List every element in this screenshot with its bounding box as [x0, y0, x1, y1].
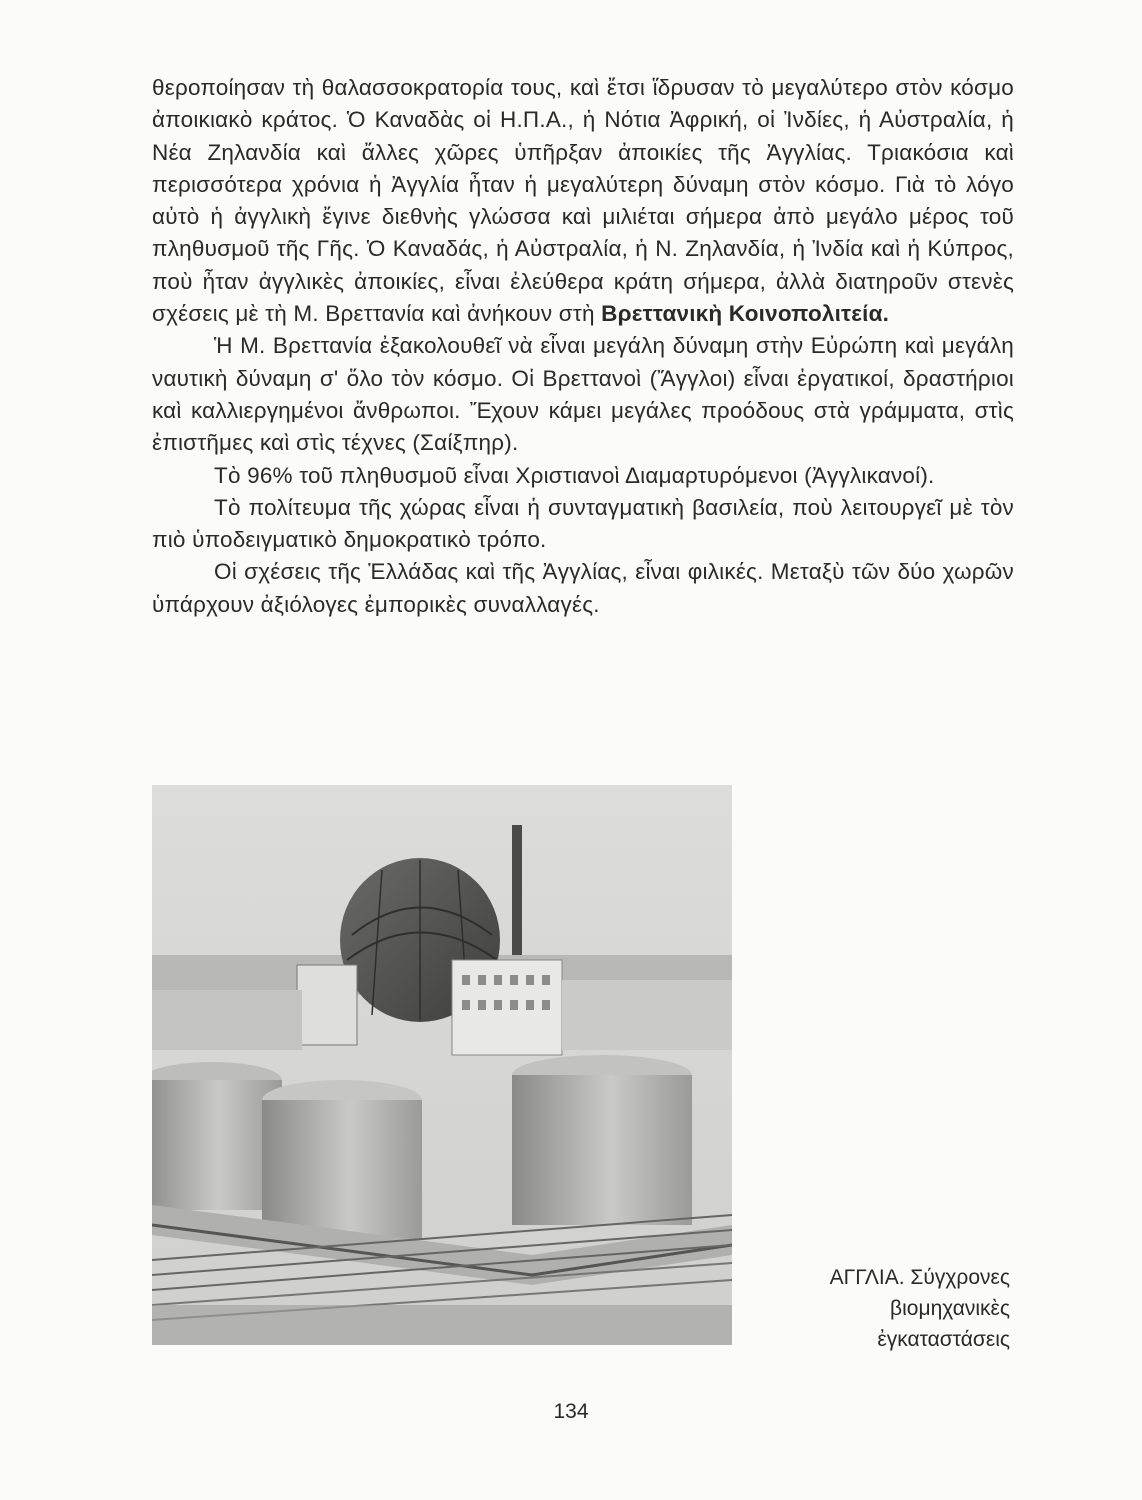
paragraph-3: Τὸ 96% τοῦ πληθυσμοῦ εἶναι Χριστιανοὶ Διαμαρτυρόμενοι (Ἀγγλικανοί). — [214, 462, 935, 488]
paragraph-1 — [152, 72, 1014, 330]
industrial-plant-photo — [152, 785, 732, 1345]
body-text — [152, 72, 1014, 621]
figure-caption — [710, 1262, 1010, 1355]
page-number: 134 — [553, 1400, 589, 1423]
caption-line-2: βιομηχανικὲς — [890, 1297, 1010, 1320]
paragraph-2: Ἡ Μ. Βρεττανία ἐξακολουθεῖ νὰ εἶναι μεγάλη δύναμη στὴν Εὐρώπη καὶ μεγάλη ναυτικὴ δύναμη σ' ὅλο τὸν κόσμο. Οἱ Βρεττανοὶ (Ἄγγλοι) εἶναι ἐργατικοί, δραστήριοι καὶ καλλιεργημένοι ἄνθρωποι. Ἔχουν κάμει μεγάλες προόδους στὰ γράμματα, στὶς ἐπιστῆμες καὶ στὶς τέχνες (Σαίξπηρ). — [152, 333, 1014, 456]
paragraph-4: Τὸ πολίτευμα τῆς χώρας εἶναι ἡ συνταγματικὴ βασιλεία, ποὺ λειτουργεῖ μὲ τὸν πιὸ ὑποδειγματικὸ δημοκρατικὸ τρόπο. — [152, 494, 1014, 553]
caption-line-3: ἐγκαταστάσεις — [877, 1328, 1010, 1351]
caption-line-1: ΑΓΓΛΙΑ. Σύγχρονες — [829, 1266, 1010, 1289]
paragraph-1-text: θεροποίησαν τὴ θαλασσοκρατορία τους, καὶ ἔτσι ἵδρυσαν τὸ μεγαλύτερο στὸν κόσμο ἀποικιακὸ κράτος. Ὁ Καναδὰς οἱ Η.Π.Α., ἡ Νότια Ἀφρική, οἱ Ἰνδίες, ἡ Αὐστραλία, ἡ Νέα Ζηλανδία καὶ ἄλλες χῶρες ὑπῆρξαν ἀποικίες τῆς Ἀγγλίας. Τριακόσια καὶ περισσότερα χρόνια ἡ Ἀγγλία ἦταν ἡ μεγαλύτερη δύναμη στὸν κόσμο. Γιὰ τὸ λόγο αὐτὸ ἡ ἀγγλικὴ ἔγινε διεθνὴς γλώσσα καὶ μιλιέται σήμερα ἀπὸ μεγάλο μέρος τοῦ πληθυσμοῦ τῆς Γῆς. Ὁ Καναδάς, ἡ Αὐστραλία, ἡ Ν. Ζηλανδία, ἡ Ἰνδία καὶ ἡ Κύπρος, ποὺ ἦταν ἀγγλικὲς ἀποικίες, εἶναι ἐλεύθερα κράτη σήμερα, ἀλλὰ διατηροῦν στενὲς σχέσεις μὲ τὴ Μ. Βρεττανία καὶ ἀνήκουν στὴ — [152, 75, 1014, 327]
commonwealth-term: Βρεττανικὴ Κοινοπολιτεία. — [601, 301, 890, 327]
paragraph-5: Οἱ σχέσεις τῆς Ἑλλάδας καὶ τῆς Ἀγγλίας, εἶναι φιλικές. Μεταξὺ τῶν δύο χωρῶν ὑπάρχουν ἀξιόλογες ἐμπορικὲς συναλλαγές. — [152, 559, 1014, 617]
